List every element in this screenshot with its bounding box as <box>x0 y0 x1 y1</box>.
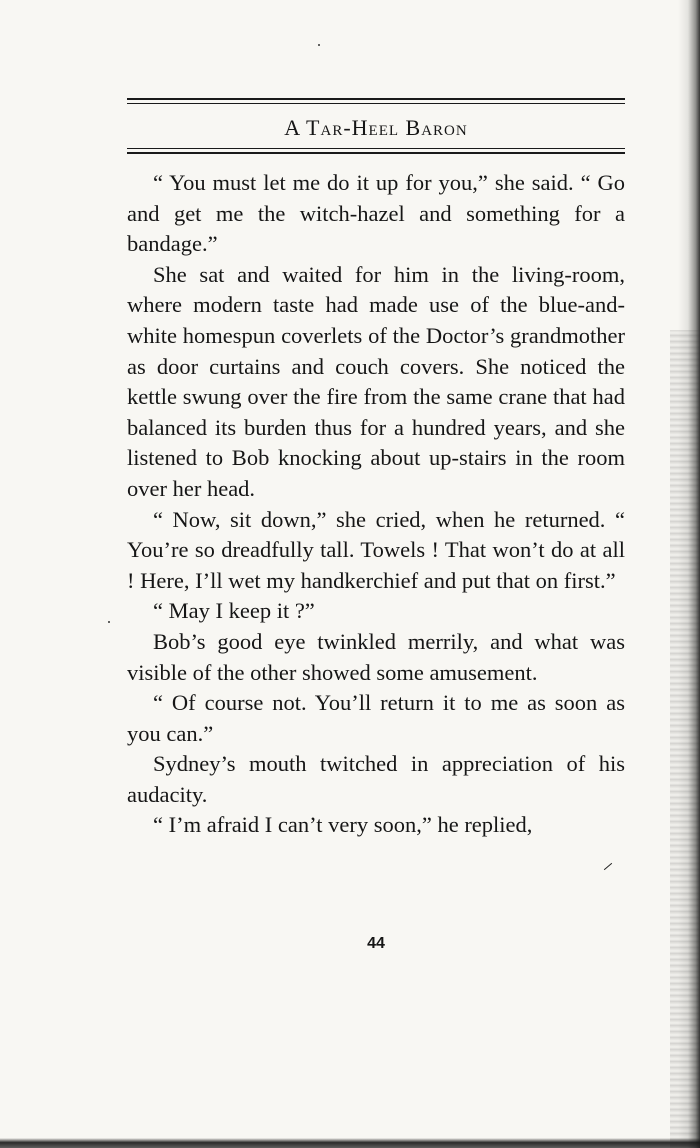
speck <box>318 44 320 46</box>
paragraph: She sat and waited for him in the living-room, where modern taste had made use of the blue-and-white homespun coverlets of the Doctor’s grandmother as door curtains and couch covers. She noticed the kettle swung over the fire from the same crane that had balanced its burden thus for a hundred years, and she listened to Bob knocking about up-stairs in the room over her head. <box>127 261 625 501</box>
paragraph: Bob’s good eye twinkled merrily, and what was visible of the other showed some amusement. <box>127 628 625 685</box>
header-rules-top <box>127 98 625 104</box>
paragraph: “ I’m afraid I can’t very soon,” he replied, <box>153 812 533 838</box>
rule-thin <box>127 103 625 104</box>
bottom-edge-shadow <box>0 1138 700 1148</box>
speck <box>108 621 110 623</box>
paragraph: “ May I keep it ?” <box>153 598 315 624</box>
header-rules-bottom <box>127 148 625 154</box>
rule-thick <box>127 152 625 154</box>
paragraph: “ Of course not. You’ll return it to me as soon as you can.” <box>127 690 625 746</box>
paragraph: “ You must let me do it up for you,” she said. “ Go and get me the witch-hazel and something for a bandage.” <box>127 170 625 257</box>
pencil-mark <box>604 863 612 870</box>
paragraph: “ Now, sit down,” she cried, when he returned. “ You’re so dreadfully tall. Towels ! That won’t do at all ! Here, I’ll wet my handkerchief and put that on first.” <box>127 506 625 593</box>
paragraph: Sydney’s mouth twitched in appreciation of his audacity. <box>127 751 625 807</box>
rule-thick <box>127 98 625 100</box>
rule-thin <box>127 148 625 149</box>
page-number: 44 <box>367 935 385 952</box>
page-edge-texture <box>670 330 700 1148</box>
running-head: A Tar-Heel Baron <box>284 115 468 140</box>
body-text <box>127 168 625 841</box>
